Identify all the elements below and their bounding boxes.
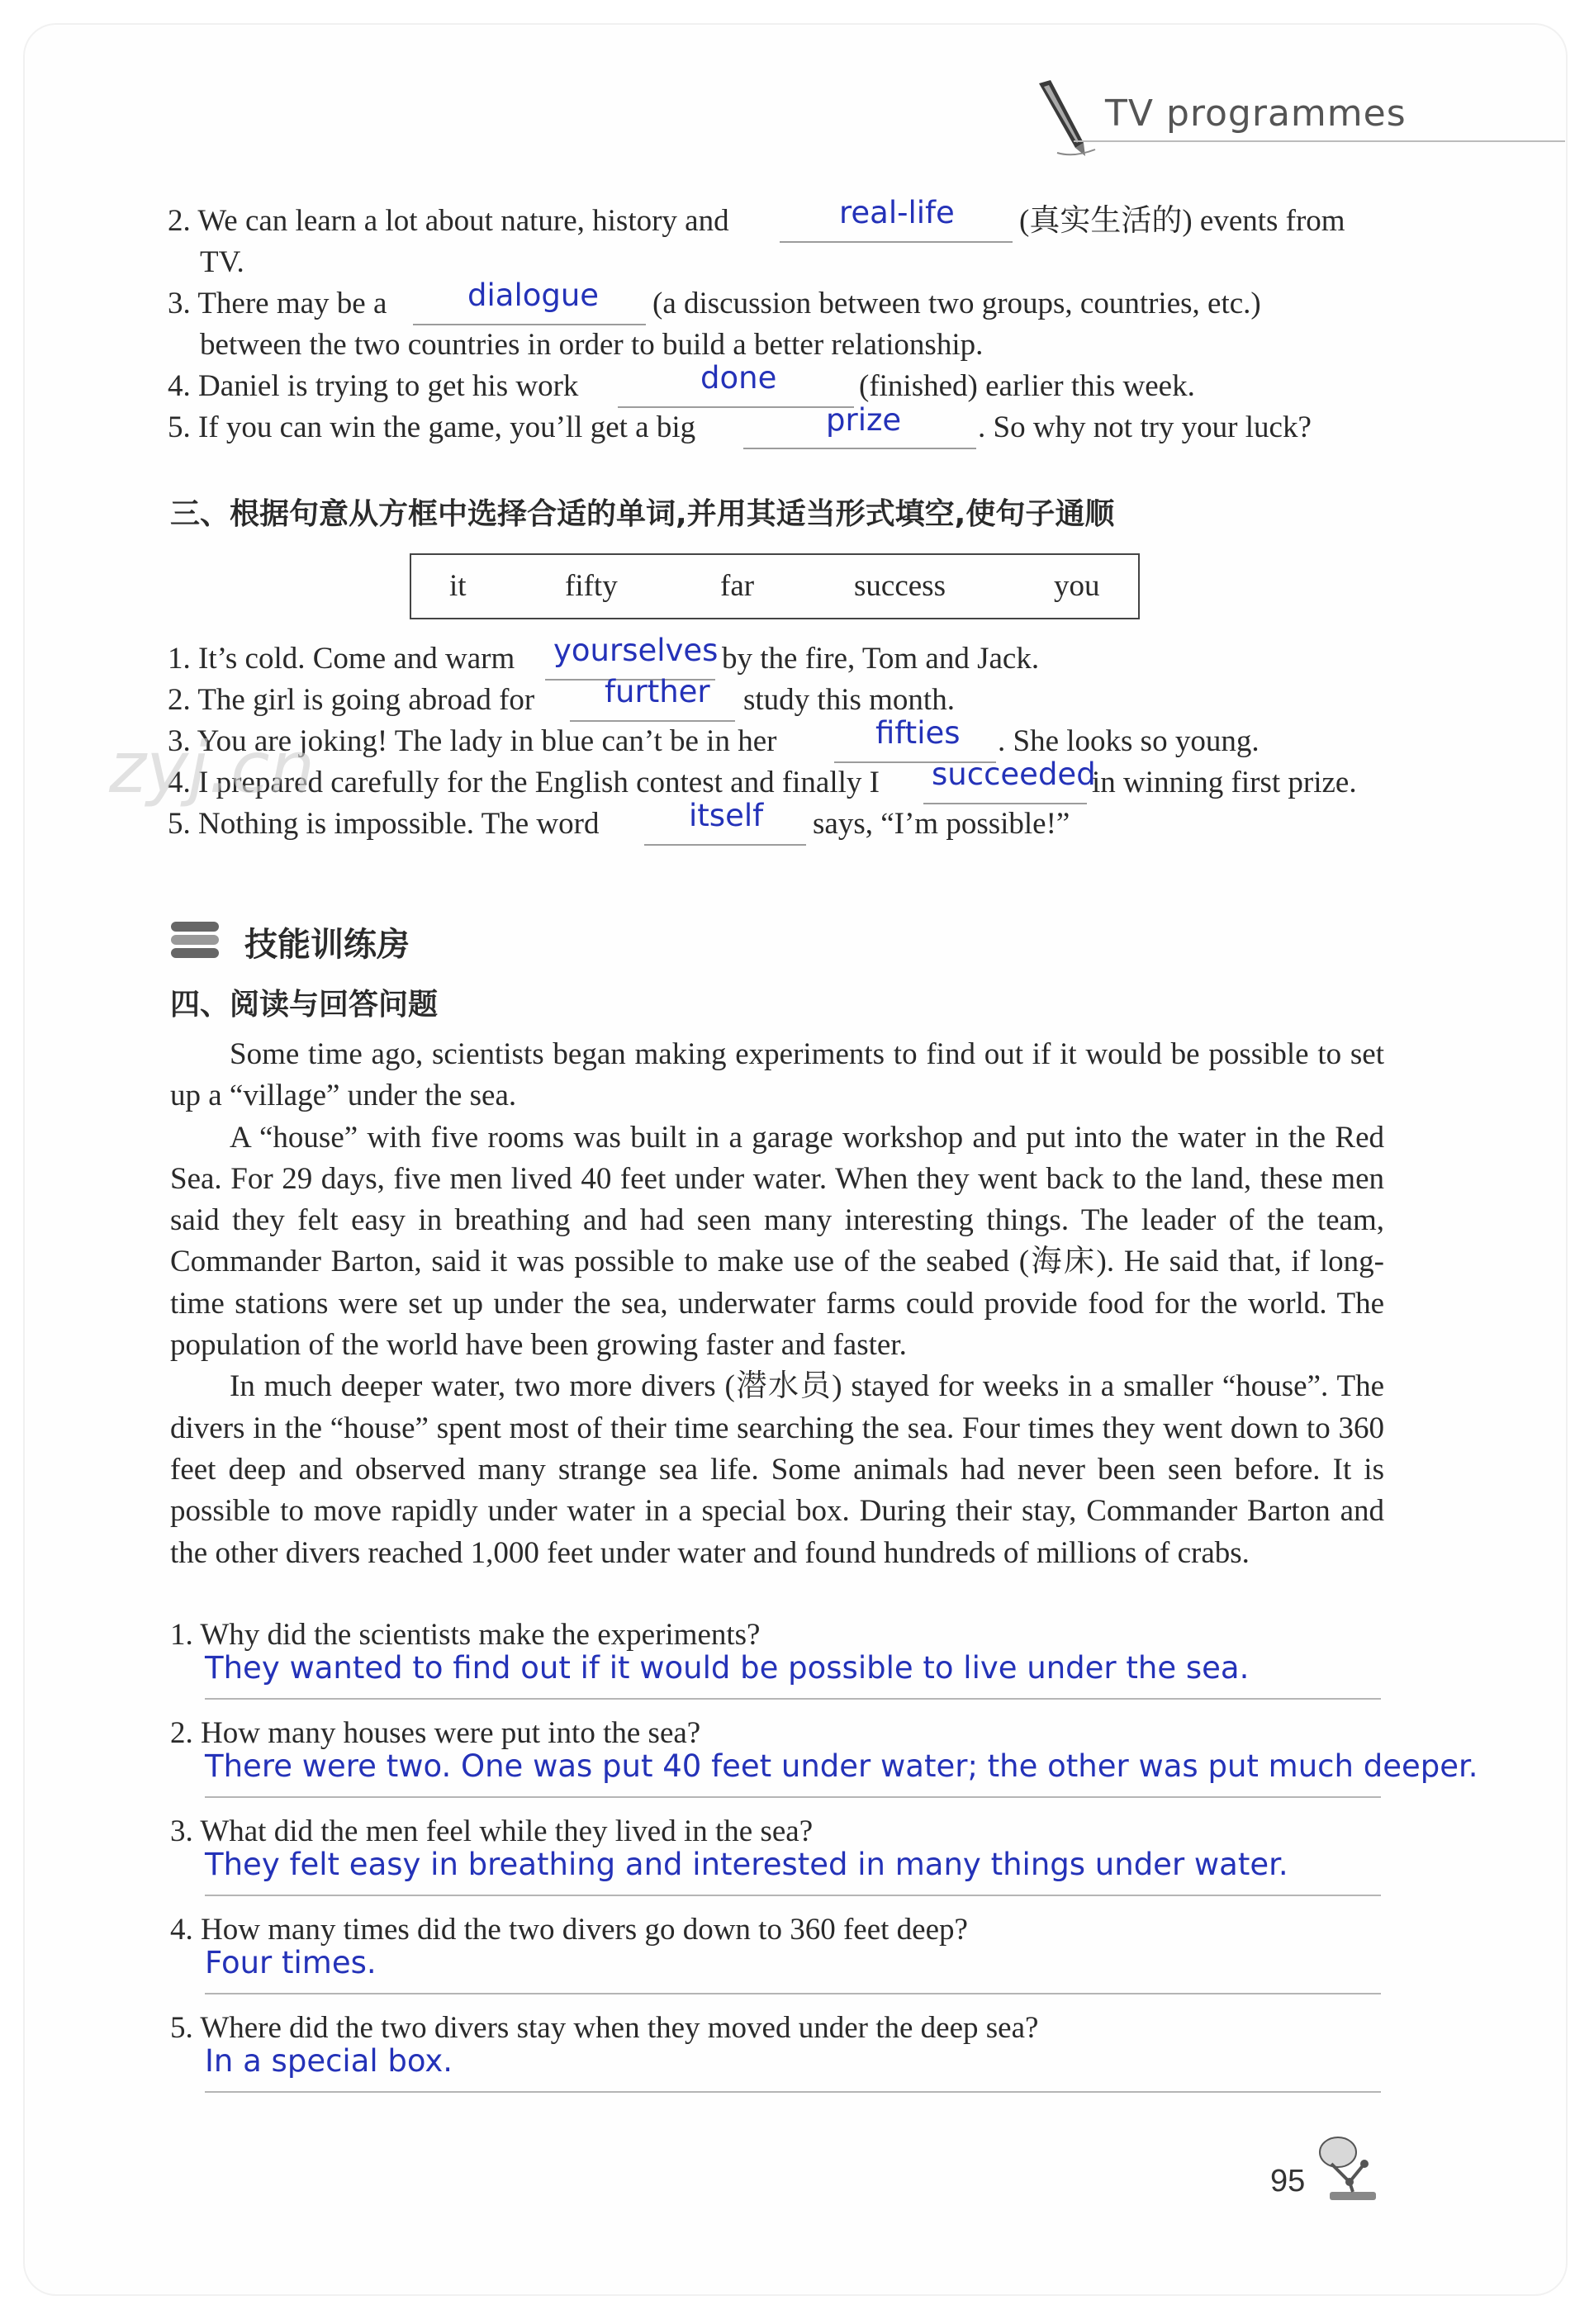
p2-item3-text-b: (a discussion between two groups, countries, etc.) bbox=[652, 287, 1261, 320]
passage-paragraph-1: Some time ago, scientists began making experiments to find out if it would be possible to set up a “village” under the sea. bbox=[170, 1037, 1384, 1113]
p3-item1-text-b: by the fire, Tom and Jack. bbox=[722, 642, 1040, 676]
answer-2: There were two. One was put 40 feet under water; the other was put much deeper. bbox=[205, 1748, 1478, 1784]
p3-item5-text: 5. Nothing is impossible. The word bbox=[168, 807, 600, 841]
p3-item5-text-b: says, “I’m possible!” bbox=[813, 807, 1070, 841]
section-title: 技能训练房 bbox=[244, 926, 410, 964]
p3-item2-text: 2. The girl is going abroad for bbox=[168, 683, 535, 717]
watermark: zyj.cn bbox=[109, 727, 315, 809]
p2-item4-text: 4. Daniel is trying to get his work bbox=[168, 369, 579, 403]
p3-item4-text-b: in winning first prize. bbox=[1092, 766, 1357, 799]
p2-item5-text: 5. If you can win the game, you’ll get a big bbox=[168, 410, 696, 444]
p3-item2-text-b: study this month. bbox=[743, 683, 955, 717]
p2-item4-text-b: (finished) earlier this week. bbox=[859, 369, 1195, 403]
part3-heading: 三、根据句意从方框中选择合适的单词,并用其适当形式填空,使句子通顺 bbox=[170, 497, 1115, 531]
p2-item2-text-c: TV. bbox=[200, 245, 244, 279]
word-far: far bbox=[720, 569, 755, 603]
answer-3: They felt easy in breathing and interested in many things under water. bbox=[205, 1847, 1288, 1882]
header-title: TV programmes bbox=[1105, 92, 1407, 135]
reading-passage bbox=[170, 1034, 1384, 1574]
p3-item5-answer: itself bbox=[689, 798, 764, 833]
p2-item3-text-c: between the two countries in order to build a better relationship. bbox=[200, 328, 984, 362]
answer-line-3 bbox=[205, 1895, 1381, 1896]
passage-paragraph-3: In much deeper water, two more divers (潜水员) stayed for weeks in a smaller “house”. The divers in the “house” spent most of their time searching the sea. Four times they went down to 360 feet deep and observed many strange sea life. Some animals had never been seen before. It is possible to move rapidly under water in a special box. During their stay, Commander Barton and the other divers reached 1,000 feet under water and found hundreds of millions of crabs. bbox=[170, 1369, 1384, 1570]
answer-line-4 bbox=[205, 1993, 1381, 1994]
p3-item1-answer: yourselves bbox=[553, 633, 719, 668]
word-fifty: fifty bbox=[565, 569, 618, 603]
p2-item5-text-b: . So why not try your luck? bbox=[978, 410, 1312, 444]
question-4: 4. How many times did the two divers go down to 360 feet deep? bbox=[170, 1913, 968, 1947]
p3-item3-text-b: . She looks so young. bbox=[998, 724, 1260, 758]
pen-icon bbox=[1032, 78, 1098, 161]
question-5: 5. Where did the two divers stay when they moved under the deep sea? bbox=[170, 2011, 1039, 2045]
answer-4: Four times. bbox=[205, 1945, 377, 1980]
answer-5: In a special box. bbox=[205, 2043, 453, 2079]
p3-item3-answer: fifties bbox=[875, 715, 961, 751]
p2-item2-answer: real-life bbox=[839, 195, 955, 230]
word-you: you bbox=[1054, 569, 1100, 603]
p2-item3-text: 3. There may be a bbox=[168, 287, 387, 320]
p2-item3-answer: dialogue bbox=[467, 277, 600, 313]
word-success: success bbox=[854, 569, 946, 603]
answer-1: They wanted to find out if it would be possible to live under the sea. bbox=[205, 1650, 1250, 1686]
page-number: 95 bbox=[1270, 2164, 1306, 2198]
answer-line-5 bbox=[205, 2091, 1381, 2093]
p2-item2-blank bbox=[780, 240, 1013, 243]
p3-item5-blank bbox=[644, 842, 806, 846]
p2-item5-blank bbox=[743, 446, 976, 449]
section-icon bbox=[169, 918, 222, 961]
question-2: 2. How many houses were put into the sea? bbox=[170, 1716, 701, 1750]
p3-item2-answer: further bbox=[605, 674, 710, 709]
word-it: it bbox=[449, 569, 467, 603]
question-3: 3. What did the men feel while they lived in the sea? bbox=[170, 1814, 814, 1848]
p2-item2-text: 2. We can learn a lot about nature, history and bbox=[168, 204, 729, 238]
p2-item5-answer: prize bbox=[826, 402, 902, 438]
p2-item2-text-b: (真实生活的) events from bbox=[1019, 204, 1345, 238]
header-rule bbox=[1074, 140, 1565, 142]
p3-item3-text: 3. You are joking! The lady in blue can’t be in her bbox=[168, 724, 777, 758]
p3-item4-text: 4. I prepared carefully for the English contest and finally I bbox=[168, 766, 880, 799]
p2-item4-answer: done bbox=[700, 360, 777, 396]
answer-line-2 bbox=[205, 1796, 1381, 1798]
passage-paragraph-2: A “house” with five rooms was built in a garage workshop and put into the water in the Red Sea. For 29 days, five men lived 40 feet under water. When they went back to the land, these men said they felt easy in breathing and had seen many interesting things. The leader of the team, Commander Barton, said it was possible to make use of the seabed (海床). He said that, if long-time stations were set up under the sea, underwater farms could provide food for the world. The population of the world have been growing faster and faster. bbox=[170, 1120, 1384, 1363]
lamp-mascot-icon bbox=[1313, 2131, 1383, 2205]
answer-line-1 bbox=[205, 1698, 1381, 1700]
part4-heading: 四、阅读与回答问题 bbox=[170, 988, 439, 1022]
word-box bbox=[410, 553, 1140, 619]
p3-item1-text: 1. It’s cold. Come and warm bbox=[168, 642, 515, 676]
question-1: 1. Why did the scientists make the experiments? bbox=[170, 1618, 761, 1652]
p3-item4-answer: succeeded bbox=[932, 756, 1096, 792]
